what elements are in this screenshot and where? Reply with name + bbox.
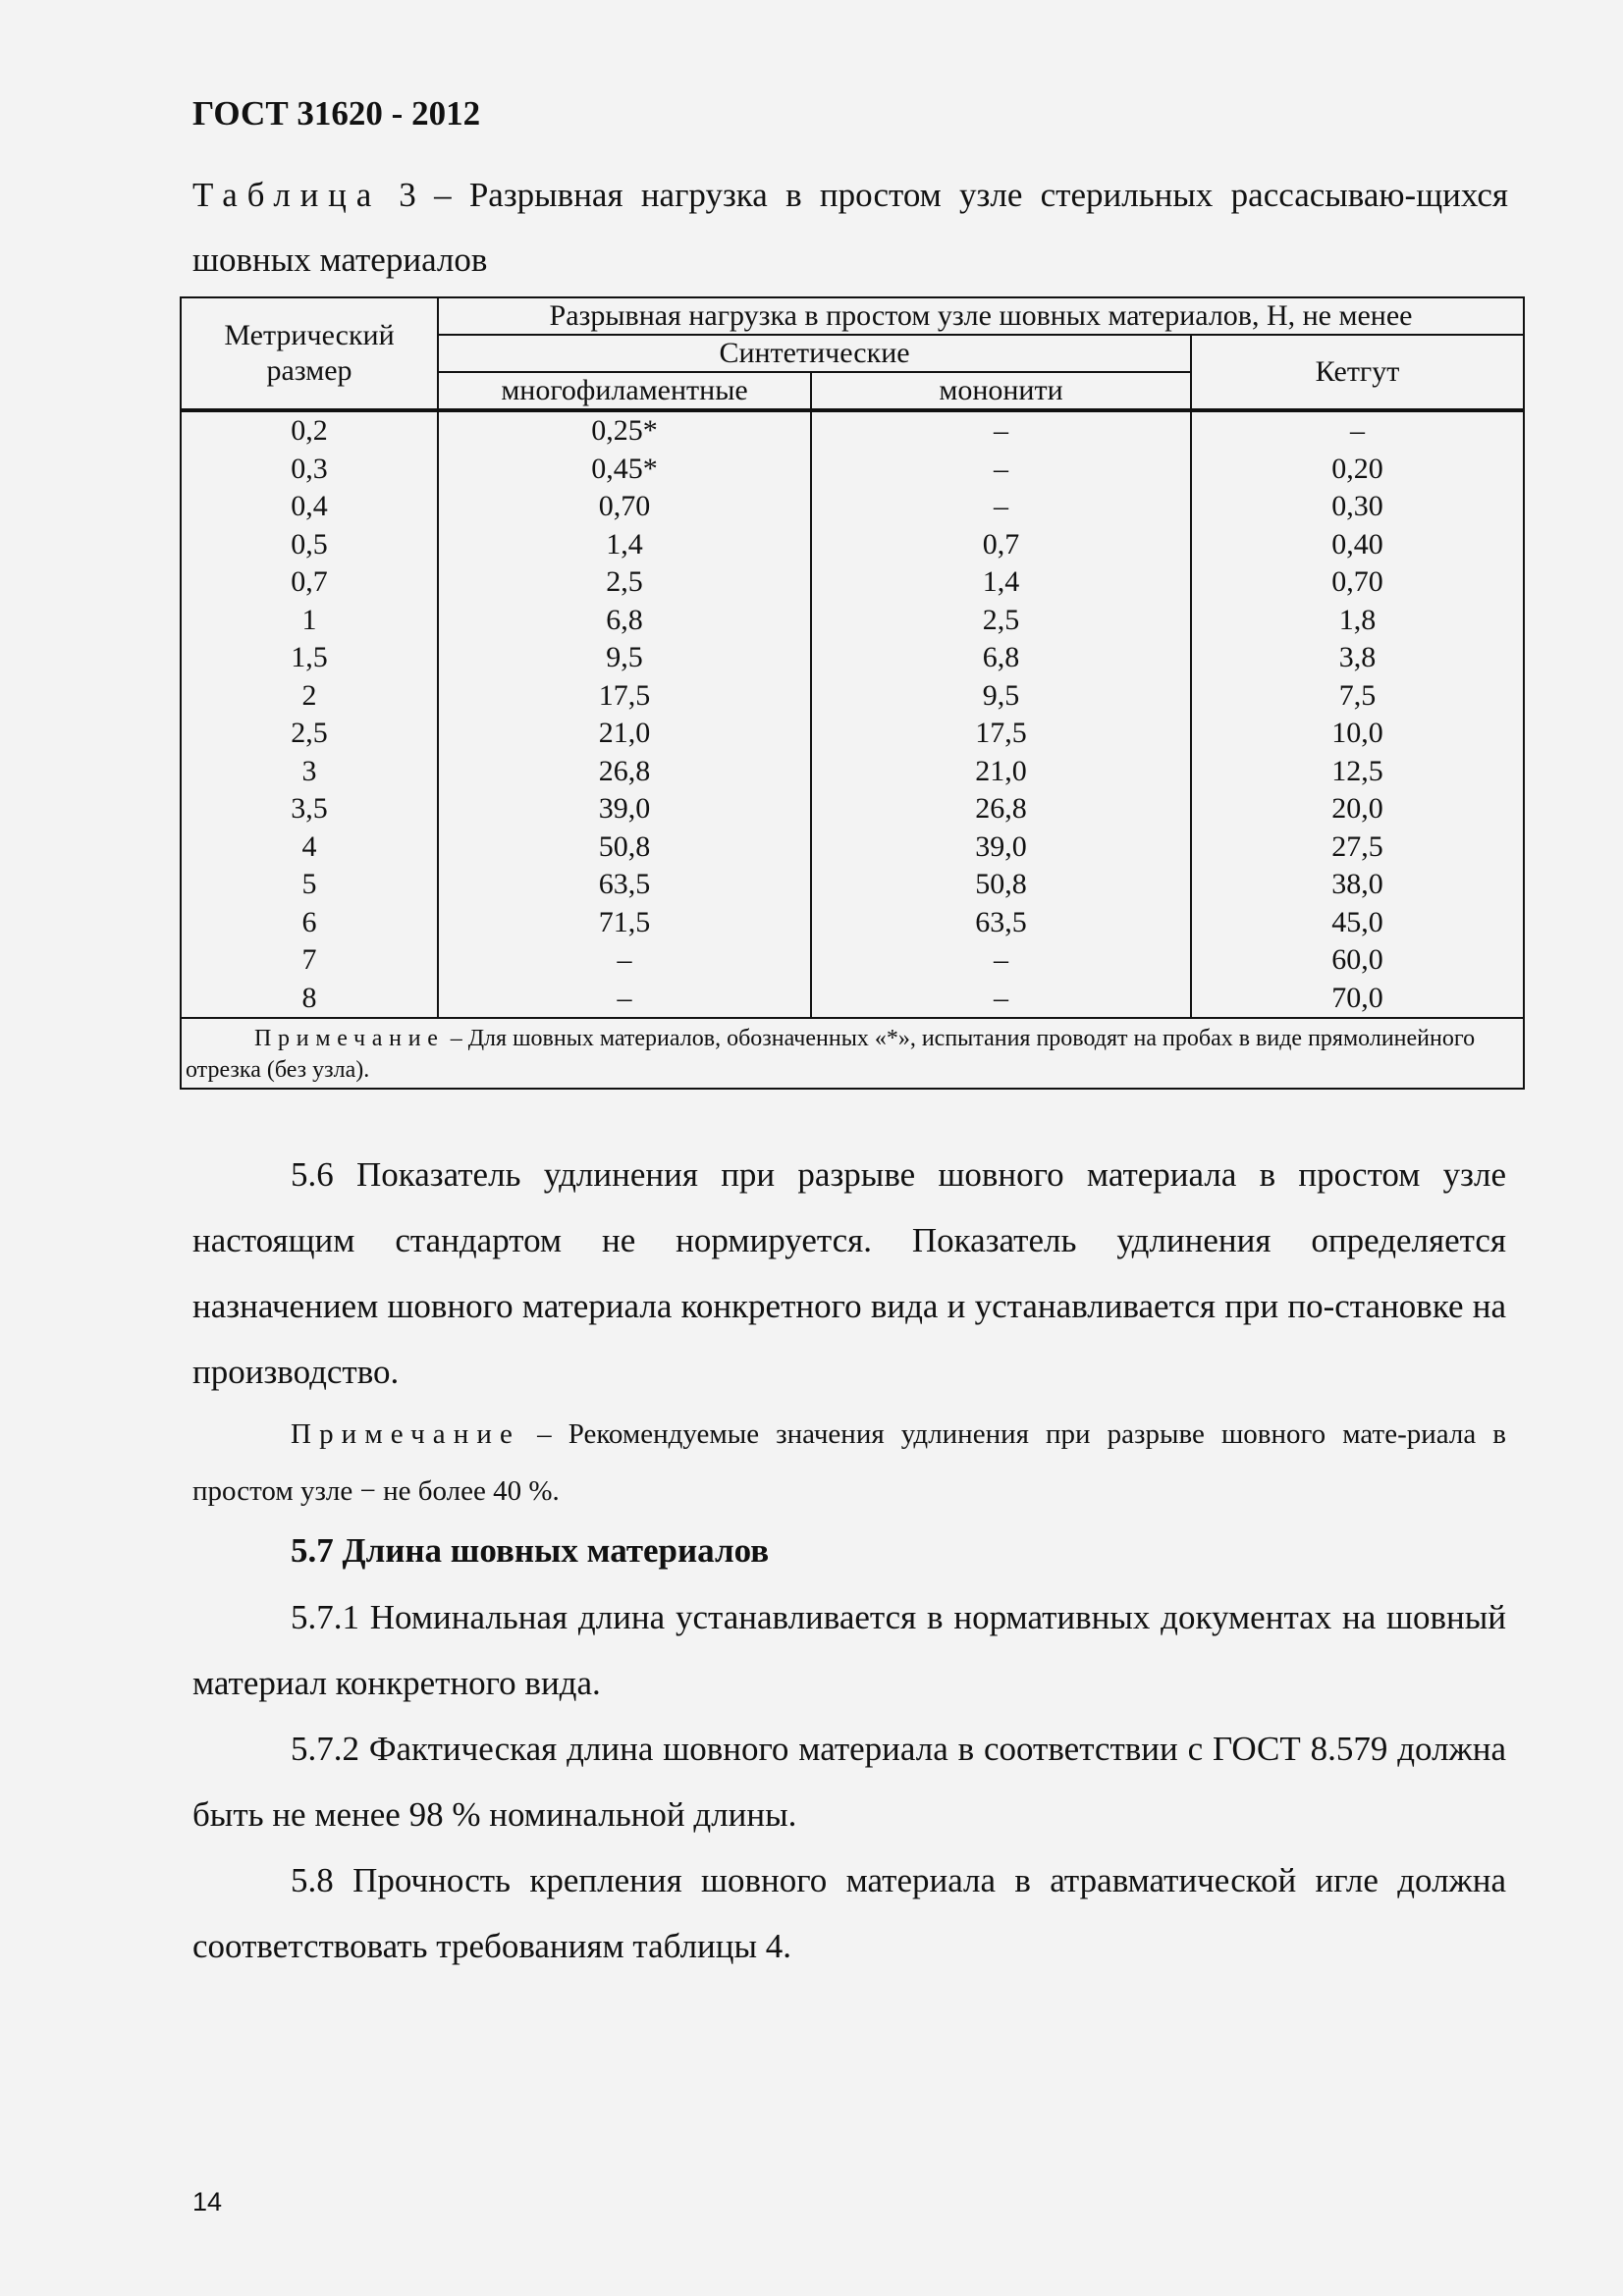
table-row: [181, 639, 1524, 677]
table-cell: 0,4: [181, 488, 438, 526]
table-cell: –: [811, 410, 1191, 451]
table-cell: 26,8: [438, 753, 811, 791]
table-row: [181, 715, 1524, 753]
table-cell: 63,5: [811, 904, 1191, 942]
table-cell: 12,5: [1191, 753, 1524, 791]
table-row: [181, 451, 1524, 489]
table-cell: 0,25*: [438, 410, 811, 451]
table-cell: 39,0: [811, 828, 1191, 867]
table-cell: 1,8: [1191, 602, 1524, 640]
table-cell: 17,5: [438, 677, 811, 716]
table-cell: 20,0: [1191, 790, 1524, 828]
table-cell: 3,8: [1191, 639, 1524, 677]
table-cell: 6,8: [811, 639, 1191, 677]
table-cell: 70,0: [1191, 980, 1524, 1019]
table-cell: 8: [181, 980, 438, 1019]
table-cell: 1,4: [811, 563, 1191, 602]
table-cell: 2: [181, 677, 438, 716]
table-cell: 17,5: [811, 715, 1191, 753]
table-cell: –: [438, 941, 811, 980]
table-row: [181, 941, 1524, 980]
table-cell: 0,7: [181, 563, 438, 602]
table-row: [181, 488, 1524, 526]
table-cell: 7: [181, 941, 438, 980]
table-cell: 0,70: [1191, 563, 1524, 602]
col-header-catgut: Кетгут: [1191, 335, 1524, 410]
table-cell: 27,5: [1191, 828, 1524, 867]
caption-text: 3 – Разрывная нагрузка в простом узле стерильных рассасываю-щихся шовных материалов: [192, 176, 1508, 279]
table-cell: 45,0: [1191, 904, 1524, 942]
table-cell: 71,5: [438, 904, 811, 942]
col-header-size: Метрический размер: [181, 297, 438, 410]
table-note-text: – Для шовных материалов, обозначенных «*», испытания проводят на пробах в виде прямолинейного отрезка (без узла).: [186, 1026, 1476, 1083]
paragraph-5-7-2: 5.7.2 Фактическая длина шовного материала в соответствии с ГОСТ 8.579 должна быть не менее 98 % номинальной длины.: [192, 1730, 1506, 1834]
table-cell: 9,5: [811, 677, 1191, 716]
table-caption: [192, 163, 1508, 293]
table-cell: 2,5: [181, 715, 438, 753]
table-row: [181, 790, 1524, 828]
table-row: [181, 526, 1524, 564]
table-cell: 10,0: [1191, 715, 1524, 753]
table-body: [181, 410, 1524, 1018]
table-cell: 60,0: [1191, 941, 1524, 980]
table-note: [181, 1018, 1524, 1089]
table-cell: 0,7: [811, 526, 1191, 564]
table-cell: 26,8: [811, 790, 1191, 828]
paragraph-5-6: 5.6 Показатель удлинения при разрыве шовного материала в простом узле настоящим стандартом не нормируется. Показатель удлинения определяется назначением шовного материала конкретного вида и устанавливается при по-становке на производство.: [192, 1155, 1506, 1391]
note-5-6: [192, 1406, 1506, 1520]
table-cell: 6,8: [438, 602, 811, 640]
table-cell: 0,5: [181, 526, 438, 564]
table-cell: –: [811, 980, 1191, 1019]
table-cell: 9,5: [438, 639, 811, 677]
col-header-monofilament: мононити: [811, 372, 1191, 410]
table-row: [181, 677, 1524, 716]
table-cell: 1,4: [438, 526, 811, 564]
table-row: [181, 602, 1524, 640]
table-cell: –: [811, 488, 1191, 526]
paragraph-5-8: 5.8 Прочность крепления шовного материала в атравматической игле должна соответствовать требованиям таблицы 4.: [192, 1861, 1506, 1965]
table-cell: 0,45*: [438, 451, 811, 489]
table-cell: 3: [181, 753, 438, 791]
col-header-load: Разрывная нагрузка в простом узле шовных материалов, Н, не менее: [438, 297, 1524, 335]
table-cell: 39,0: [438, 790, 811, 828]
table-cell: 0,70: [438, 488, 811, 526]
table-cell: –: [1191, 410, 1524, 451]
breaking-load-table: [180, 296, 1525, 1090]
table-cell: 21,0: [438, 715, 811, 753]
table-row: [181, 563, 1524, 602]
table-cell: 38,0: [1191, 866, 1524, 904]
table-cell: 0,20: [1191, 451, 1524, 489]
table-row: [181, 866, 1524, 904]
table-cell: 3,5: [181, 790, 438, 828]
standard-header: ГОСТ 31620 - 2012: [192, 94, 481, 133]
note-5-6-label: Примечание: [291, 1418, 521, 1450]
table-cell: 0,30: [1191, 488, 1524, 526]
table-cell: 5: [181, 866, 438, 904]
table-row: [181, 753, 1524, 791]
table-row: [181, 828, 1524, 867]
table-cell: 1: [181, 602, 438, 640]
table-cell: 63,5: [438, 866, 811, 904]
table-cell: 0,40: [1191, 526, 1524, 564]
table-row: [181, 980, 1524, 1019]
table-cell: 4: [181, 828, 438, 867]
table-cell: –: [438, 980, 811, 1019]
section-heading-5-7: 5.7 Длина шовных материалов: [291, 1531, 770, 1570]
table-cell: –: [811, 451, 1191, 489]
col-header-multifilament: многофиламентные: [438, 372, 811, 410]
paragraph-5-7-1: 5.7.1 Номинальная длина устанавливается в нормативных документах на шовный материал конкретного вида.: [192, 1598, 1506, 1702]
table-note-label: Примечание: [254, 1026, 445, 1051]
table-cell: 0,2: [181, 410, 438, 451]
table-cell: 21,0: [811, 753, 1191, 791]
table-cell: 7,5: [1191, 677, 1524, 716]
table-cell: –: [811, 941, 1191, 980]
table-cell: 50,8: [438, 828, 811, 867]
page-number: 14: [192, 2187, 223, 2216]
col-header-synthetic: Синтетические: [438, 335, 1191, 372]
table-cell: 6: [181, 904, 438, 942]
caption-label: Таблица: [192, 176, 382, 214]
table-row: [181, 410, 1524, 451]
table-cell: 2,5: [438, 563, 811, 602]
table-cell: 0,3: [181, 451, 438, 489]
table-row: [181, 904, 1524, 942]
table-cell: 2,5: [811, 602, 1191, 640]
note-5-6-text: – Рекомендуемые значения удлинения при разрыве шовного мате-риала в простом узле − не более 40 %.: [192, 1418, 1506, 1507]
table-cell: 1,5: [181, 639, 438, 677]
table-cell: 50,8: [811, 866, 1191, 904]
